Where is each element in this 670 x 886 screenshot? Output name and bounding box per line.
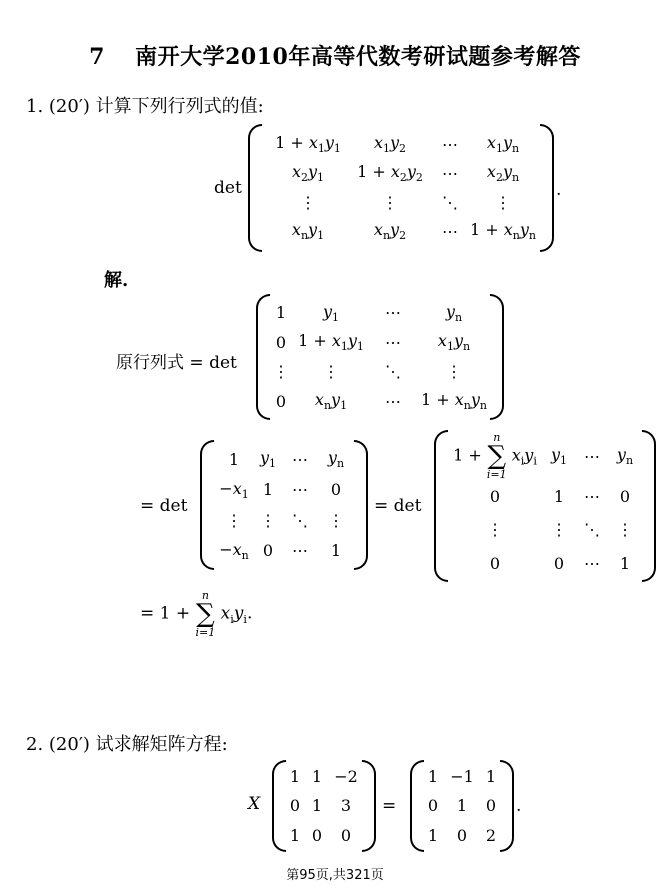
matrix-s2: 1 $y_1$ ⋯ $y_n$ $-x_1$ 1 ⋯ 0 ⋮ ⋮ ⋱ ⋮ $-x_n$ 0 ⋯ 1	[200, 440, 368, 570]
problem-2-statement: 2. (20′) 试求解矩阵方程:	[26, 734, 228, 755]
period-2: .	[516, 796, 522, 816]
right-paren	[540, 124, 554, 252]
matrix-p2-left: 1 1 −2 0 1 3 1 0 0	[272, 760, 376, 852]
section-number: 7	[89, 44, 105, 70]
eq-p2: =	[382, 796, 397, 816]
eq-det-3: = det	[374, 496, 422, 516]
matrix-p2-right: 1 −1 1 0 1 0 1 0 2	[410, 760, 514, 852]
eq-det-2: = det	[140, 496, 188, 516]
matrix-s1: 1 $y_1$ ⋯ $y_n$ 0 $1 + x_1y_1$ ⋯ $x_1y_n$ ⋮ ⋮ ⋱ ⋮ 0 $x_ny_1$ ⋯ $1 + x_ny_n$	[256, 294, 504, 420]
page-footer: 第95页,共321页	[286, 868, 384, 883]
section-title	[0, 40, 670, 71]
det-label-1: det	[214, 178, 242, 198]
matrix-var-X: X	[248, 794, 261, 814]
left-paren	[248, 124, 262, 252]
problem-1-statement: 1. (20′) 计算下列行列式的值:	[26, 96, 264, 117]
period-1: .	[556, 180, 562, 200]
section-title-text: 南开大学2010年高等代数考研试题参考解答	[135, 44, 581, 70]
solution-label: 解.	[104, 270, 129, 291]
orig-det-line: 原行列式 = det	[116, 353, 237, 373]
matrix-s3: 1 + n ∑ i=1 $x_iy_i$ $y_1$ ⋯ $y_n$ 0 1 ⋯ 0 ⋮ ⋮ ⋱ ⋮ 0 0 ⋯ 1	[434, 430, 656, 582]
matrix-p1: $1 + x_1y_1$ $x_1y_2$ ⋯ $x_1y_n$ $x_2y_1$ $1 + x_2y_2$ ⋯ $x_2y_n$ ⋮ ⋮ ⋱ ⋮ $x_ny_1$ $x_ny_2$ ⋯ $1 + x_ny_n$	[248, 124, 554, 252]
final-result: = 1 + n ∑ i=1 $x_iy_i$.	[140, 589, 253, 639]
